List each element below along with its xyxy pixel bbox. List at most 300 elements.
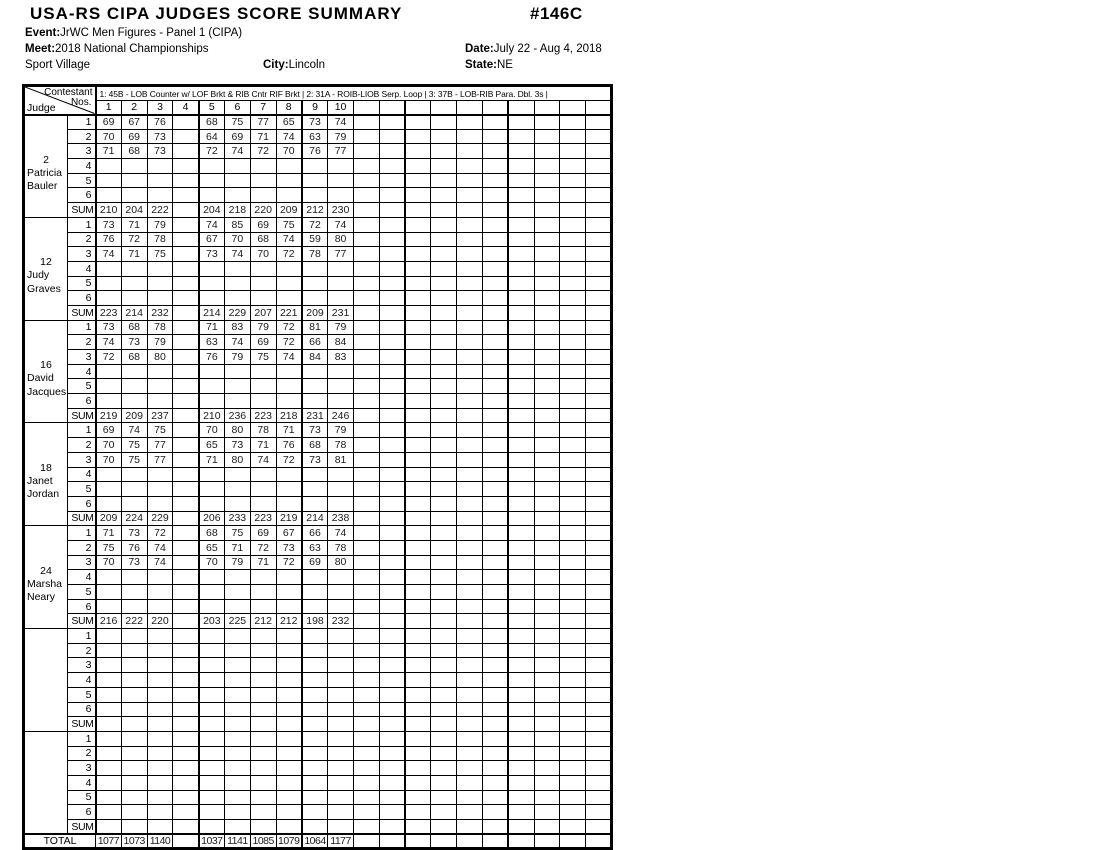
score-cell <box>147 673 173 688</box>
score-cell <box>147 364 173 379</box>
score-cell <box>534 423 560 438</box>
score-cell <box>276 775 302 790</box>
sum-cell: 229 <box>147 511 173 526</box>
row-label: 4 <box>68 467 96 482</box>
sum-cell: 219 <box>96 408 122 423</box>
score-cell <box>508 364 534 379</box>
total-cell <box>457 834 483 849</box>
score-cell: 72 <box>302 217 328 232</box>
row-label: 1 <box>68 526 96 541</box>
score-cell <box>560 394 586 409</box>
total-label: TOTAL <box>24 834 96 849</box>
score-cell <box>302 702 328 717</box>
score-cell: 75 <box>224 526 250 541</box>
score-cell <box>482 746 508 761</box>
score-cell <box>482 570 508 585</box>
total-cell <box>431 834 457 849</box>
score-cell <box>302 276 328 291</box>
score-cell <box>534 115 560 130</box>
score-cell <box>199 570 225 585</box>
sum-cell: 204 <box>199 203 225 218</box>
score-cell <box>353 232 379 247</box>
score-cell <box>353 364 379 379</box>
score-cell <box>302 599 328 614</box>
score-cell: 74 <box>96 247 122 262</box>
score-cell <box>224 731 250 746</box>
venue-value: Sport Village <box>25 59 90 71</box>
score-cell <box>379 129 405 144</box>
judges-score-table <box>22 84 613 850</box>
score-cell <box>379 585 405 600</box>
row-label: 6 <box>68 496 96 511</box>
score-cell <box>457 702 483 717</box>
score-cell <box>353 350 379 365</box>
judge-name-line1: Marsha <box>27 577 63 590</box>
score-cell <box>482 585 508 600</box>
score-cell <box>224 276 250 291</box>
score-cell <box>173 585 199 600</box>
sum-cell: 210 <box>199 408 225 423</box>
score-cell <box>508 276 534 291</box>
score-cell <box>586 629 612 644</box>
score-cell: 67 <box>199 232 225 247</box>
score-cell <box>586 320 612 335</box>
score-cell <box>482 673 508 688</box>
sum-cell <box>405 820 431 835</box>
sum-cell <box>560 820 586 835</box>
score-cell <box>276 658 302 673</box>
score-cell <box>328 775 354 790</box>
score-cell: 68 <box>199 115 225 130</box>
contestant-number-header <box>560 101 586 115</box>
sum-cell: 238 <box>328 511 354 526</box>
score-cell <box>379 232 405 247</box>
score-cell <box>508 496 534 511</box>
score-cell <box>379 159 405 174</box>
score-cell: 78 <box>302 247 328 262</box>
sum-cell <box>328 820 354 835</box>
sum-cell <box>534 408 560 423</box>
score-cell <box>534 276 560 291</box>
score-cell <box>457 687 483 702</box>
score-cell: 75 <box>121 452 147 467</box>
score-cell <box>431 673 457 688</box>
score-cell <box>405 276 431 291</box>
row-label: 2 <box>68 438 96 453</box>
score-cell <box>508 144 534 159</box>
sum-cell <box>482 511 508 526</box>
score-cell: 78 <box>147 320 173 335</box>
score-cell <box>586 540 612 555</box>
row-label: 3 <box>68 247 96 262</box>
score-cell <box>586 115 612 130</box>
score-cell <box>353 115 379 130</box>
score-cell <box>121 761 147 776</box>
score-cell <box>199 731 225 746</box>
score-cell <box>121 687 147 702</box>
score-cell: 75 <box>276 217 302 232</box>
score-cell <box>96 379 122 394</box>
score-cell: 69 <box>302 555 328 570</box>
score-cell <box>586 452 612 467</box>
score-cell: 70 <box>199 423 225 438</box>
score-cell <box>586 746 612 761</box>
score-cell <box>250 364 276 379</box>
score-cell <box>121 643 147 658</box>
score-cell: 72 <box>199 144 225 159</box>
score-cell <box>121 496 147 511</box>
score-cell <box>147 731 173 746</box>
score-cell <box>586 394 612 409</box>
sum-cell <box>534 820 560 835</box>
row-label: 1 <box>68 731 96 746</box>
score-cell: 79 <box>328 129 354 144</box>
score-cell: 69 <box>250 335 276 350</box>
score-cell <box>586 643 612 658</box>
score-cell <box>534 291 560 306</box>
score-cell <box>173 350 199 365</box>
score-cell <box>302 761 328 776</box>
score-cell: 76 <box>199 350 225 365</box>
score-cell <box>508 129 534 144</box>
score-cell: 73 <box>121 555 147 570</box>
score-cell: 78 <box>250 423 276 438</box>
score-cell <box>224 482 250 497</box>
row-label: 5 <box>68 585 96 600</box>
score-cell <box>147 291 173 306</box>
score-cell: 63 <box>302 540 328 555</box>
score-cell: 72 <box>276 320 302 335</box>
sum-cell <box>379 717 405 732</box>
sum-cell <box>353 717 379 732</box>
sum-cell <box>457 203 483 218</box>
score-cell <box>276 687 302 702</box>
sum-cell <box>586 614 612 629</box>
score-cell <box>405 761 431 776</box>
score-cell: 66 <box>302 526 328 541</box>
score-cell <box>560 438 586 453</box>
score-cell: 70 <box>96 438 122 453</box>
score-cell <box>534 364 560 379</box>
score-cell <box>534 687 560 702</box>
score-cell <box>560 188 586 203</box>
score-cell <box>405 731 431 746</box>
sum-cell <box>457 305 483 320</box>
score-cell <box>199 702 225 717</box>
score-cell <box>560 731 586 746</box>
score-cell <box>534 540 560 555</box>
score-cell: 69 <box>224 129 250 144</box>
score-cell: 65 <box>199 438 225 453</box>
sum-cell: 231 <box>328 305 354 320</box>
score-cell <box>328 159 354 174</box>
score-cell <box>121 731 147 746</box>
score-cell <box>276 643 302 658</box>
score-cell: 81 <box>328 452 354 467</box>
total-cell <box>173 834 199 849</box>
score-cell <box>224 746 250 761</box>
score-cell <box>482 555 508 570</box>
score-cell <box>534 805 560 820</box>
score-cell <box>199 276 225 291</box>
score-cell <box>379 526 405 541</box>
score-cell <box>173 643 199 658</box>
score-cell: 70 <box>96 555 122 570</box>
score-cell <box>405 599 431 614</box>
score-cell: 71 <box>250 438 276 453</box>
score-cell <box>379 247 405 262</box>
score-cell <box>224 173 250 188</box>
score-cell <box>482 115 508 130</box>
score-cell <box>560 629 586 644</box>
score-cell <box>353 335 379 350</box>
judge-number: 2 <box>43 153 49 166</box>
score-cell <box>353 159 379 174</box>
score-cell <box>250 467 276 482</box>
score-cell <box>457 731 483 746</box>
sum-cell <box>353 305 379 320</box>
score-cell <box>560 452 586 467</box>
score-cell <box>199 261 225 276</box>
score-cell <box>431 188 457 203</box>
score-cell: 71 <box>224 540 250 555</box>
judge-cell <box>24 629 68 732</box>
score-cell <box>173 731 199 746</box>
score-cell <box>173 423 199 438</box>
score-cell: 79 <box>250 320 276 335</box>
judge-number: 12 <box>40 256 52 269</box>
score-cell <box>560 247 586 262</box>
score-cell <box>250 731 276 746</box>
contestant-number-header: 10 <box>328 101 354 115</box>
score-cell <box>457 452 483 467</box>
score-cell: 71 <box>121 217 147 232</box>
score-cell <box>508 438 534 453</box>
sum-cell: 214 <box>199 305 225 320</box>
score-cell <box>353 320 379 335</box>
score-cell <box>276 467 302 482</box>
score-cell: 80 <box>147 350 173 365</box>
row-label: 5 <box>68 379 96 394</box>
score-cell <box>586 188 612 203</box>
score-cell <box>250 261 276 276</box>
score-cell <box>121 775 147 790</box>
score-cell: 80 <box>328 555 354 570</box>
score-cell <box>302 629 328 644</box>
total-cell: 1079 <box>276 834 302 849</box>
row-label: SUM <box>68 511 96 526</box>
sum-cell <box>586 305 612 320</box>
score-cell <box>250 188 276 203</box>
score-cell <box>379 731 405 746</box>
score-cell: 70 <box>276 144 302 159</box>
score-cell: 76 <box>121 540 147 555</box>
score-cell: 75 <box>121 438 147 453</box>
score-cell <box>534 335 560 350</box>
score-cell <box>560 261 586 276</box>
judge-cell <box>24 423 68 526</box>
score-cell <box>302 746 328 761</box>
judge-name-line2: Bauler <box>27 180 58 193</box>
sum-cell: 223 <box>250 408 276 423</box>
score-cell <box>508 394 534 409</box>
sum-cell <box>586 408 612 423</box>
score-cell <box>302 482 328 497</box>
score-cell <box>457 658 483 673</box>
row-label: 1 <box>68 320 96 335</box>
score-cell <box>586 291 612 306</box>
score-cell <box>586 570 612 585</box>
score-cell <box>353 629 379 644</box>
score-cell <box>353 790 379 805</box>
sum-cell <box>379 203 405 218</box>
sum-cell <box>173 203 199 218</box>
sum-cell: 246 <box>328 408 354 423</box>
score-cell <box>96 775 122 790</box>
score-cell <box>199 188 225 203</box>
score-cell: 78 <box>328 540 354 555</box>
score-cell <box>121 570 147 585</box>
row-label: SUM <box>68 305 96 320</box>
score-cell <box>328 746 354 761</box>
score-cell <box>379 629 405 644</box>
score-cell <box>508 452 534 467</box>
score-cell <box>405 217 431 232</box>
sum-cell: 221 <box>276 305 302 320</box>
score-cell <box>586 467 612 482</box>
score-cell <box>276 761 302 776</box>
score-cell <box>173 658 199 673</box>
score-cell <box>250 702 276 717</box>
score-cell <box>353 775 379 790</box>
score-cell <box>508 232 534 247</box>
score-cell <box>405 364 431 379</box>
score-cell <box>379 188 405 203</box>
score-cell <box>405 188 431 203</box>
score-cell <box>560 144 586 159</box>
sum-cell <box>173 408 199 423</box>
score-cell <box>328 673 354 688</box>
score-cell: 70 <box>96 452 122 467</box>
state-label: State: <box>465 59 497 71</box>
score-cell <box>457 482 483 497</box>
score-cell <box>173 482 199 497</box>
sum-cell <box>431 717 457 732</box>
score-cell <box>173 276 199 291</box>
score-cell <box>302 585 328 600</box>
score-cell <box>405 350 431 365</box>
score-cell <box>276 790 302 805</box>
score-cell <box>250 805 276 820</box>
score-cell: 73 <box>199 247 225 262</box>
score-cell <box>405 555 431 570</box>
score-cell <box>328 599 354 614</box>
score-cell <box>276 291 302 306</box>
score-cell <box>405 232 431 247</box>
score-cell <box>405 467 431 482</box>
corner-header-cell <box>24 86 96 115</box>
score-cell <box>482 496 508 511</box>
score-cell <box>457 585 483 600</box>
sum-cell <box>508 511 534 526</box>
score-cell <box>431 276 457 291</box>
sum-cell <box>508 305 534 320</box>
score-cell <box>457 599 483 614</box>
score-cell: 69 <box>250 217 276 232</box>
sum-cell <box>353 511 379 526</box>
score-cell <box>457 217 483 232</box>
score-cell <box>199 687 225 702</box>
score-cell <box>560 364 586 379</box>
score-cell <box>147 159 173 174</box>
contestant-number-header: 7 <box>250 101 276 115</box>
score-cell <box>96 188 122 203</box>
contestant-number-header <box>431 101 457 115</box>
score-cell <box>379 790 405 805</box>
score-cell <box>276 570 302 585</box>
score-cell: 74 <box>328 217 354 232</box>
score-cell <box>482 761 508 776</box>
score-cell <box>96 658 122 673</box>
sum-cell: 212 <box>250 614 276 629</box>
score-cell <box>328 731 354 746</box>
sum-cell <box>379 614 405 629</box>
sum-cell <box>482 614 508 629</box>
score-cell <box>560 159 586 174</box>
sum-cell <box>121 820 147 835</box>
sum-cell: 231 <box>302 408 328 423</box>
score-cell <box>96 790 122 805</box>
score-cell <box>482 320 508 335</box>
score-cell <box>405 775 431 790</box>
score-cell: 75 <box>96 540 122 555</box>
score-cell: 81 <box>302 320 328 335</box>
score-cell <box>147 585 173 600</box>
score-cell: 71 <box>96 526 122 541</box>
score-cell <box>147 570 173 585</box>
score-cell <box>328 805 354 820</box>
score-cell <box>379 496 405 511</box>
score-cell <box>379 144 405 159</box>
score-cell: 73 <box>96 320 122 335</box>
corner-label-judge: Judge <box>27 101 56 114</box>
score-cell: 74 <box>276 350 302 365</box>
score-cell <box>560 540 586 555</box>
score-cell: 68 <box>199 526 225 541</box>
sum-cell: 232 <box>328 614 354 629</box>
score-cell <box>302 291 328 306</box>
score-cell <box>328 276 354 291</box>
score-cell <box>379 364 405 379</box>
score-cell <box>405 261 431 276</box>
row-label: 4 <box>68 775 96 790</box>
score-cell <box>431 394 457 409</box>
score-cell <box>121 188 147 203</box>
score-cell <box>250 658 276 673</box>
score-cell <box>405 394 431 409</box>
score-cell <box>482 452 508 467</box>
score-cell <box>199 790 225 805</box>
score-cell <box>482 775 508 790</box>
score-cell <box>328 570 354 585</box>
contestant-number-header: 2 <box>121 101 147 115</box>
score-cell <box>508 761 534 776</box>
score-cell <box>199 482 225 497</box>
score-cell <box>560 570 586 585</box>
score-cell <box>405 585 431 600</box>
score-cell: 74 <box>147 540 173 555</box>
sum-cell <box>560 305 586 320</box>
